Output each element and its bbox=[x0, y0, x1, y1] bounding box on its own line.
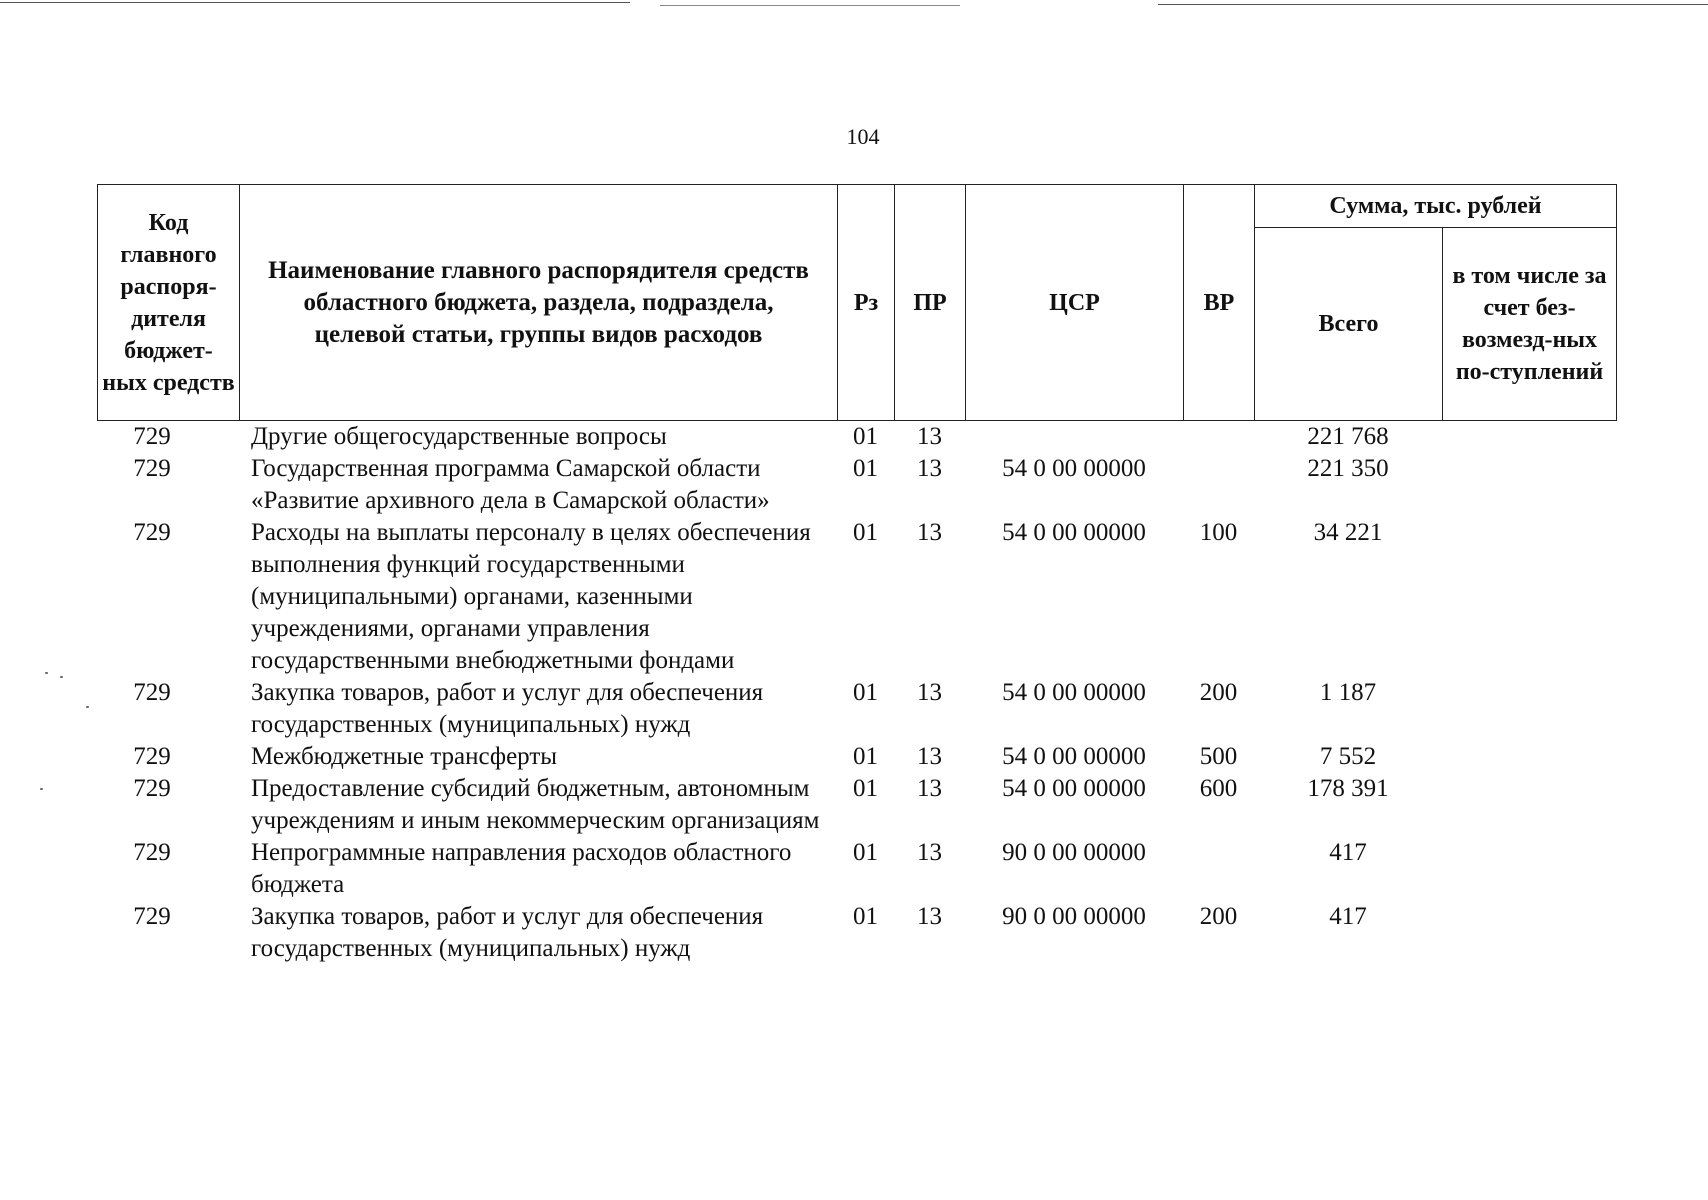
cell-pr: 13 bbox=[917, 775, 942, 802]
scan-speck bbox=[45, 672, 48, 674]
header-sum: Сумма, тыс. рублей bbox=[1255, 185, 1617, 228]
cell-csr: 54 0 00 00000 bbox=[1002, 455, 1146, 482]
cell-name: Межбюджетные трансферты bbox=[251, 743, 558, 770]
scan-speck bbox=[86, 706, 89, 708]
table-row bbox=[97, 453, 1616, 517]
header-vr: ВР bbox=[1184, 185, 1255, 421]
cell-csr: 54 0 00 00000 bbox=[1002, 743, 1146, 770]
cell-code: 729 bbox=[133, 519, 171, 546]
header-rz: Рз bbox=[838, 185, 895, 421]
table-header bbox=[97, 184, 1617, 421]
cell-rz: 01 bbox=[853, 455, 878, 482]
cell-csr: 90 0 00 00000 bbox=[1002, 903, 1146, 930]
cell-rz: 01 bbox=[853, 679, 878, 706]
cell-rz: 01 bbox=[853, 903, 878, 930]
cell-name: Предоставление субсидий бюджетным, автономным учреждениям и иным некоммерческим организациям bbox=[251, 775, 820, 834]
table-row bbox=[97, 741, 1616, 773]
cell-vr: 200 bbox=[1199, 903, 1238, 930]
cell-vr bbox=[1183, 421, 1254, 453]
cell-vr bbox=[1183, 453, 1254, 517]
table-row bbox=[97, 421, 1616, 453]
header-including: в том числе за счет без-возмезд-ных по-ступлений bbox=[1443, 228, 1617, 421]
cell-total: 178 391 bbox=[1307, 775, 1389, 802]
table-row bbox=[97, 773, 1616, 837]
cell-total: 221 350 bbox=[1307, 455, 1389, 482]
cell-vr: 200 bbox=[1199, 679, 1238, 706]
cell-pr: 13 bbox=[917, 903, 942, 930]
cell-code: 729 bbox=[133, 839, 171, 866]
cell-name: Другие общегосударственные вопросы bbox=[251, 423, 667, 450]
cell-vr bbox=[1183, 837, 1254, 901]
table-row bbox=[97, 517, 1616, 677]
cell-code: 729 bbox=[133, 679, 171, 706]
cell-code: 729 bbox=[133, 743, 171, 770]
scan-speck bbox=[40, 788, 43, 790]
header-code: Код главного распоря-дителя бюджет-ных средств bbox=[98, 185, 240, 421]
header-csr: ЦСР bbox=[966, 185, 1184, 421]
cell-csr bbox=[965, 421, 1183, 453]
cell-pr: 13 bbox=[917, 679, 942, 706]
cell-vr: 100 bbox=[1199, 519, 1238, 546]
cell-csr: 90 0 00 00000 bbox=[1002, 839, 1146, 866]
cell-vr: 500 bbox=[1199, 743, 1238, 770]
table-row bbox=[97, 901, 1616, 965]
cell-rz: 01 bbox=[853, 839, 878, 866]
cell-including bbox=[1442, 677, 1616, 741]
cell-including bbox=[1442, 517, 1616, 677]
cell-pr: 13 bbox=[917, 423, 942, 450]
cell-pr: 13 bbox=[917, 519, 942, 546]
cell-including bbox=[1442, 901, 1616, 965]
cell-pr: 13 bbox=[917, 455, 942, 482]
scan-speck bbox=[60, 676, 63, 678]
cell-total: 7 552 bbox=[1319, 743, 1377, 770]
table-body bbox=[97, 421, 1616, 965]
cell-code: 729 bbox=[133, 775, 171, 802]
cell-pr: 13 bbox=[917, 743, 942, 770]
cell-vr: 600 bbox=[1199, 775, 1238, 802]
cell-pr: 13 bbox=[917, 839, 942, 866]
cell-name: Государственная программа Самарской области «Развитие архивного дела в Самарской области» bbox=[251, 455, 770, 514]
page-number: 104 bbox=[846, 124, 880, 149]
cell-total: 417 bbox=[1329, 903, 1367, 930]
cell-total: 1 187 bbox=[1319, 679, 1377, 706]
cell-including bbox=[1442, 453, 1616, 517]
cell-including bbox=[1442, 773, 1616, 837]
cell-total: 34 221 bbox=[1313, 519, 1383, 546]
header-total: Всего bbox=[1255, 228, 1443, 421]
scan-edge-line-left bbox=[0, 2, 630, 3]
cell-total: 221 768 bbox=[1307, 423, 1389, 450]
cell-code: 729 bbox=[133, 455, 171, 482]
cell-name: Закупка товаров, работ и услуг для обеспечения государственных (муниципальных) нужд bbox=[251, 903, 764, 962]
header-pr: ПР bbox=[895, 185, 966, 421]
cell-name: Закупка товаров, работ и услуг для обеспечения государственных (муниципальных) нужд bbox=[251, 679, 764, 738]
header-name: Наименование главного распорядителя средств областного бюджета, раздела, подраздела, целевой статьи, группы видов расходов bbox=[240, 185, 838, 421]
cell-csr: 54 0 00 00000 bbox=[1002, 519, 1146, 546]
cell-including bbox=[1442, 837, 1616, 901]
table-row bbox=[97, 677, 1616, 741]
cell-including bbox=[1442, 421, 1616, 453]
scan-edge-line-right bbox=[1158, 4, 1708, 5]
scan-edge-line-middle bbox=[660, 5, 960, 6]
table-row bbox=[97, 837, 1616, 901]
cell-csr: 54 0 00 00000 bbox=[1002, 775, 1146, 802]
cell-code: 729 bbox=[133, 423, 171, 450]
cell-name: Расходы на выплаты персоналу в целях обеспечения выполнения функций государственными (муниципальными) органами, казенными учреждениями, органами управления государственными внебюджетными фондами bbox=[251, 519, 811, 674]
cell-rz: 01 bbox=[853, 423, 878, 450]
cell-total: 417 bbox=[1329, 839, 1367, 866]
cell-including bbox=[1442, 741, 1616, 773]
cell-rz: 01 bbox=[853, 743, 878, 770]
cell-name: Непрограммные направления расходов областного бюджета bbox=[251, 839, 792, 898]
cell-csr: 54 0 00 00000 bbox=[1002, 679, 1146, 706]
cell-rz: 01 bbox=[853, 775, 878, 802]
cell-code: 729 bbox=[133, 903, 171, 930]
cell-rz: 01 bbox=[853, 519, 878, 546]
